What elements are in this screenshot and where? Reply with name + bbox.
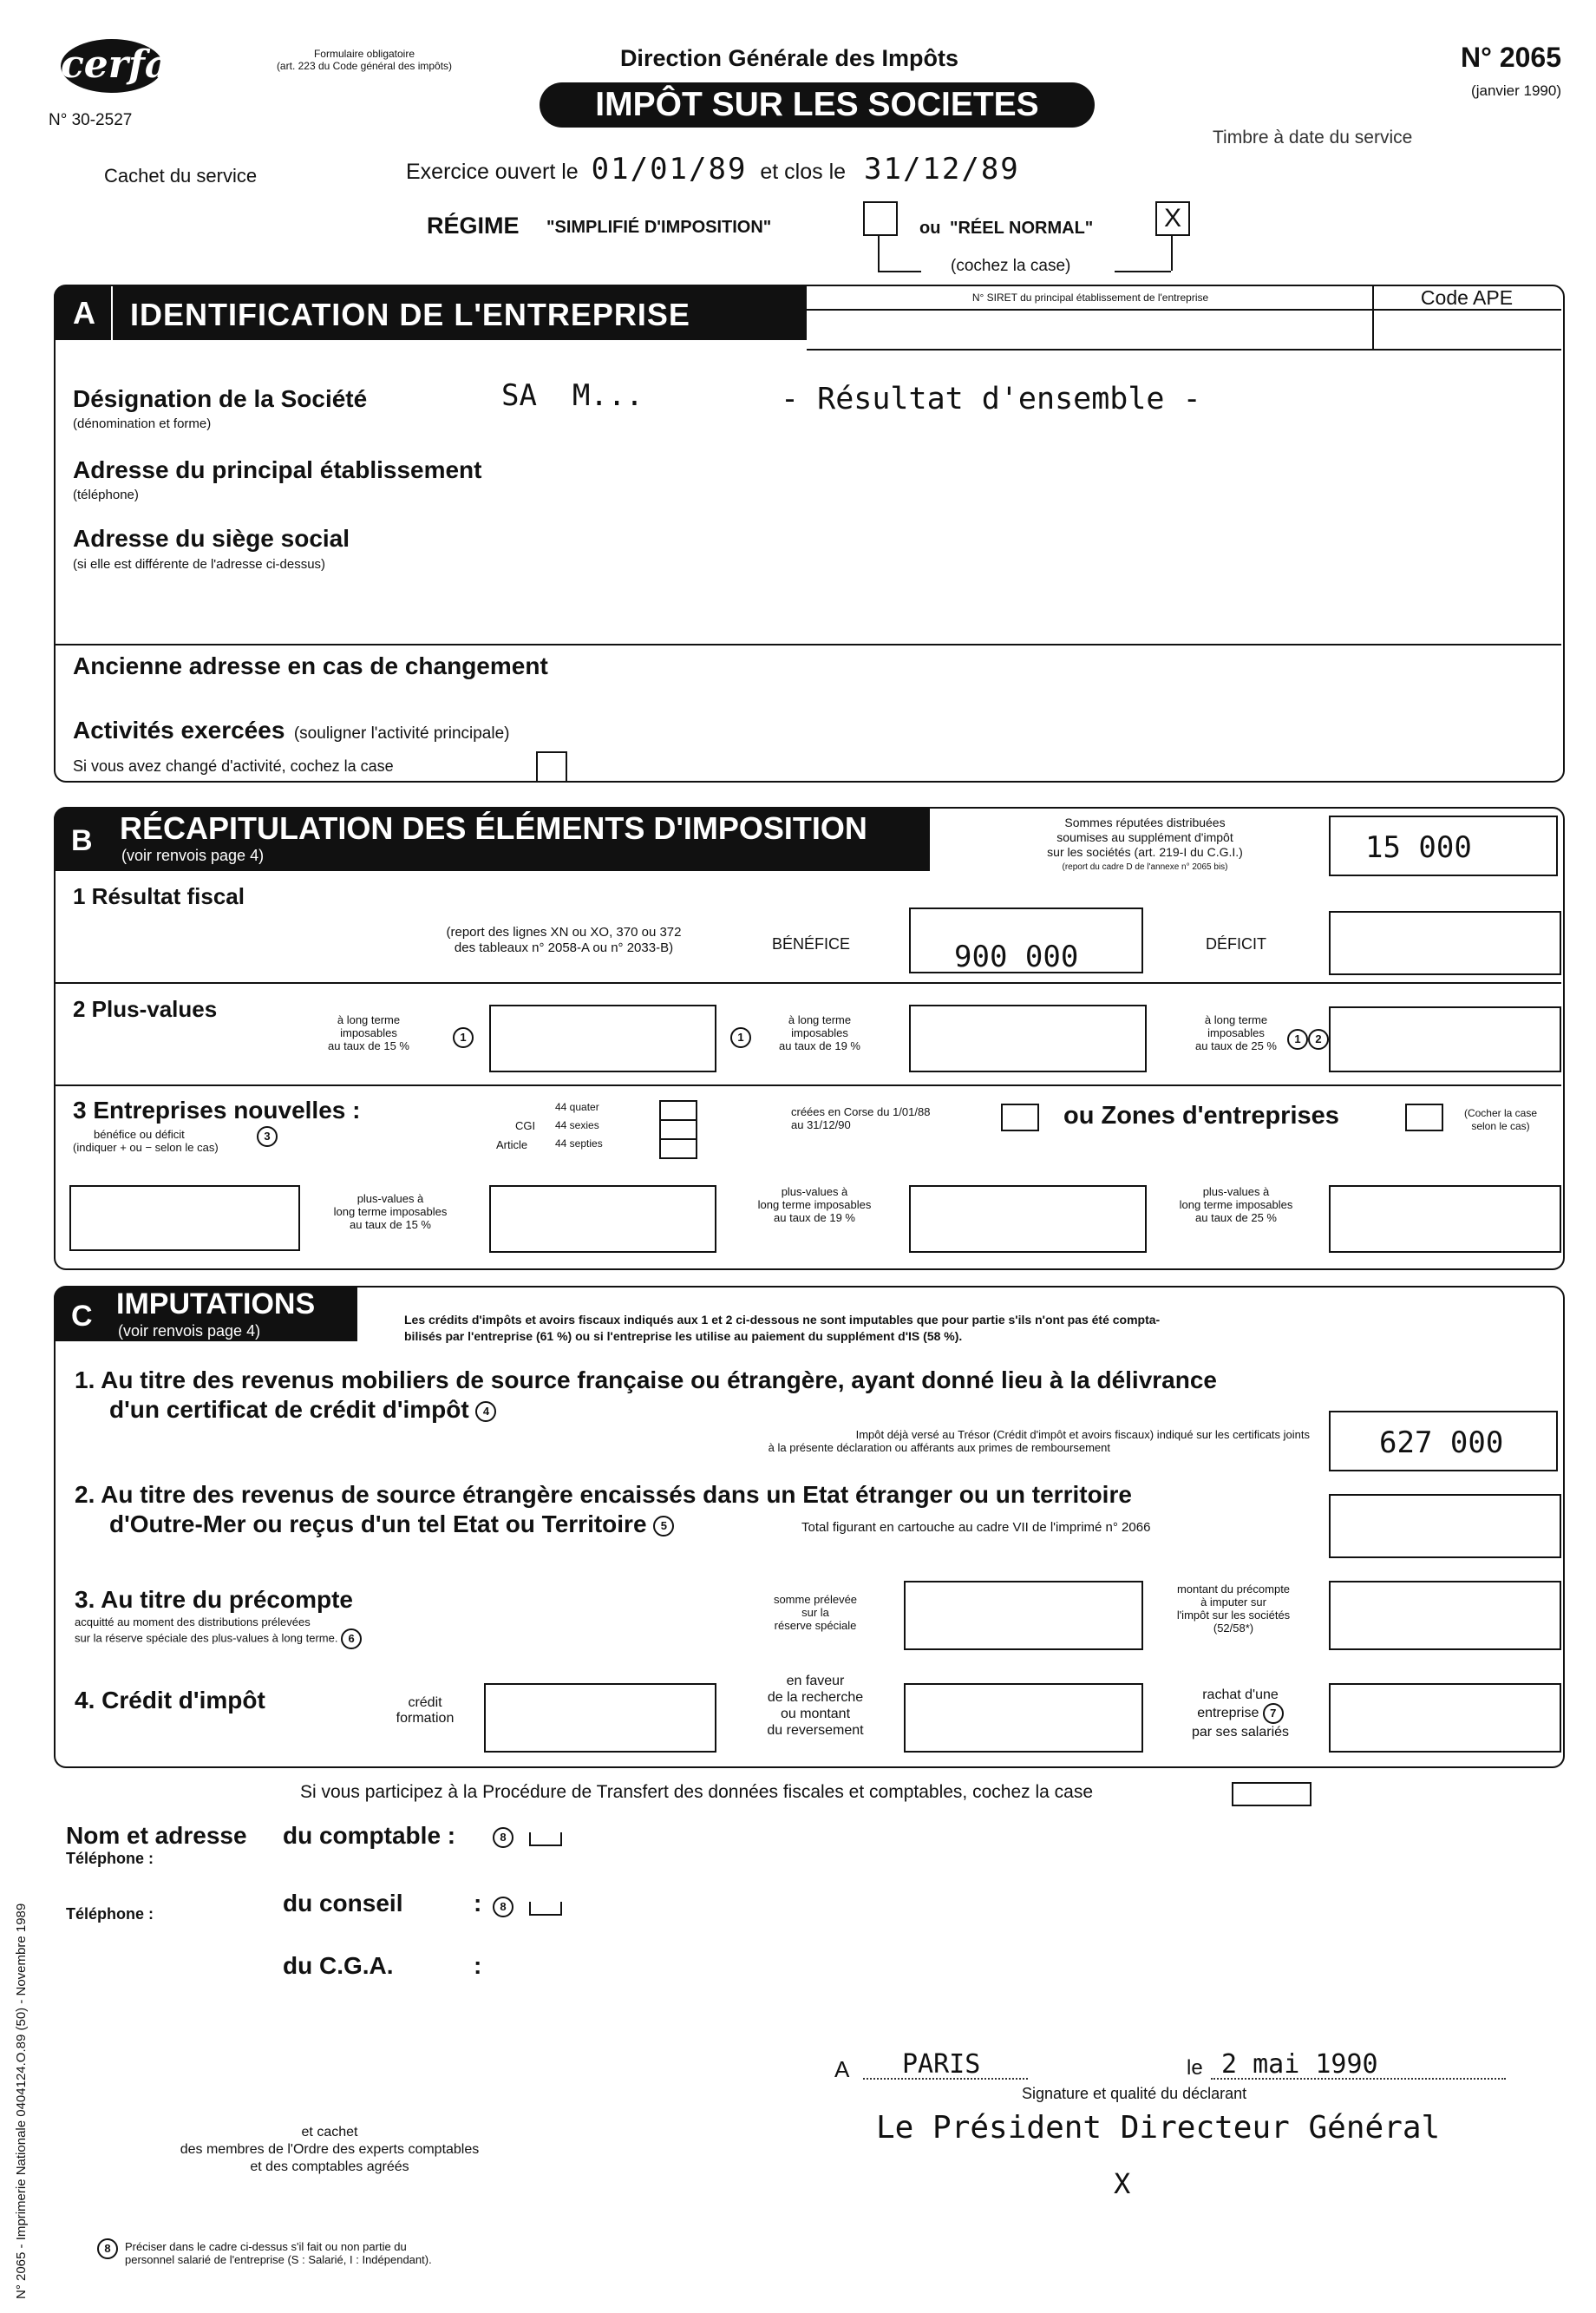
sommes-field[interactable]: 15 000 — [1329, 816, 1558, 876]
le-label: le — [1187, 2056, 1203, 2080]
deficit-field[interactable] — [1329, 911, 1561, 975]
credit-recherche-field[interactable] — [904, 1683, 1143, 1753]
exercice-open-date: 01/01/89 — [591, 152, 748, 187]
renvoi-2-icon: 2 — [1308, 1029, 1329, 1050]
item4-title: 4. Crédit d'impôt — [75, 1687, 265, 1713]
a-label: A — [834, 2056, 850, 2082]
exercice-line: Exercice ouvert le 01/01/89 et clos le 31/12/89 — [406, 152, 1020, 187]
cgi-label: CGI — [515, 1119, 536, 1132]
section-a-title: IDENTIFICATION DE L'ENTREPRISE — [130, 297, 690, 332]
signature-value[interactable]: Le Président Directeur Général — [876, 2110, 1441, 2146]
conseil-tick-icon — [529, 1902, 562, 1916]
designation-value[interactable]: SA M... — [501, 378, 644, 413]
mandatory-note: Formulaire obligatoire (art. 223 du Code général des impôts) — [276, 48, 453, 72]
section-a-header — [54, 286, 807, 340]
plus-values-label: 2 Plus-values — [73, 996, 218, 1022]
item3-sub: acquitté au moment des distributions prélevées sur la réserve spéciale des plus-values à long terme. 6 — [75, 1615, 362, 1649]
item4-rachat-label: rachat d'une entreprise 7 par ses salariés — [1191, 1687, 1290, 1740]
item3-right: montant du précompte à imputer sur l'impôt sur les sociétés (52/58*) — [1176, 1582, 1291, 1635]
signature-mark: X — [1114, 2167, 1131, 2200]
section-c-letter: C — [71, 1300, 93, 1333]
precompte-field[interactable] — [1329, 1581, 1561, 1650]
arrow-right — [1171, 236, 1173, 271]
siege-sub: (si elle est différente de l'adresse ci-dessus) — [73, 557, 326, 572]
item3-mid: somme prélevée sur la réserve spéciale — [773, 1593, 858, 1632]
arrow-line-right — [1115, 271, 1171, 272]
regime-label: RÉGIME — [427, 213, 520, 239]
renvoi-1-icon: 1 — [453, 1027, 474, 1048]
sommes-label: Sommes réputées distribuées soumises au supplément d'impôt sur les sociétés (art. 219-I du C.G.I.) (report du cadre D de l'annexe n° 2065 bis) — [1047, 816, 1243, 872]
pvl25-field[interactable] — [1329, 1185, 1561, 1253]
renvoi-3-icon: 3 — [257, 1126, 278, 1147]
lieu-field[interactable]: PARIS — [902, 2049, 981, 2080]
pv19-field[interactable] — [909, 1005, 1147, 1072]
nom-adresse-label: Nom et adresse — [66, 1822, 247, 1849]
section-b-header — [54, 809, 930, 871]
siege-label: Adresse du siège social — [73, 525, 350, 552]
renvoi-4-icon: 4 — [475, 1401, 496, 1422]
item2-sub: Total figurant en cartouche au cadre VII de l'imprimé n° 2066 — [801, 1520, 1151, 1535]
quater-checkbox[interactable] — [659, 1100, 697, 1121]
nouvelles-field[interactable] — [69, 1185, 300, 1251]
pv25-label: à long terme imposables au taux de 25 % — [1195, 1013, 1277, 1052]
transfert-checkbox[interactable] — [1232, 1782, 1311, 1806]
benefice-label: BÉNÉFICE — [772, 935, 851, 953]
regime-simplifie-label: "SIMPLIFIÉ D'IMPOSITION" — [546, 218, 772, 237]
renvoi-8c-icon: 8 — [97, 2238, 118, 2259]
sexies-checkbox[interactable] — [659, 1119, 697, 1140]
cga-colon: : — [474, 1952, 482, 1979]
credit-formation-field[interactable] — [484, 1683, 716, 1753]
septies-checkbox[interactable] — [659, 1138, 697, 1159]
side-text: N° 2065 - Imprimerie Nationale 0404124.O.89 (50) - Novembre 1989 — [14, 1903, 29, 2299]
zones-checkbox[interactable] — [1405, 1104, 1443, 1131]
item2-title: 2. Au titre des revenus de source étrangère encaissés dans un Etat étranger ou un territoire d'Outre-Mer ou reçus d'un tel Etat ou Territoire 5 — [75, 1481, 1132, 1537]
conseil-label: du conseil — [283, 1890, 403, 1917]
regime-reel-checkbox[interactable]: X — [1155, 201, 1190, 236]
section-b-title: RÉCAPITULATION DES ÉLÉMENTS D'IMPOSITION — [120, 810, 867, 846]
cachet-label: et cachet des membres de l'Ordre des experts comptables et des comptables agréés — [180, 2125, 480, 2174]
renvoi-8-icon: 8 — [493, 1827, 513, 1848]
cerfa-logo: cerfa — [61, 39, 163, 93]
item3-title: 3. Au titre du précompte — [75, 1586, 354, 1613]
changement-activite-checkbox[interactable] — [536, 751, 567, 783]
comptable-tick-icon — [529, 1832, 562, 1846]
pv15-label: à long terme imposables au taux de 15 % — [328, 1013, 409, 1052]
telephone-label-1: Téléphone : — [66, 1850, 154, 1867]
nouvelles-sub: bénéfice ou déficit (indiquer + ou − selon le cas) — [73, 1128, 219, 1154]
siret-field[interactable] — [807, 309, 1370, 347]
section-a-letter: A — [73, 295, 95, 331]
adresse-label: Adresse du principal établissement — [73, 456, 482, 483]
siret-label: N° SIRET du principal établissement de l'entreprise — [971, 292, 1209, 304]
stamp-date-label: Timbre à date du service — [1213, 128, 1413, 147]
renvoi-7-icon: 7 — [1263, 1703, 1284, 1724]
benefice-field[interactable]: 900 000 — [909, 908, 1143, 973]
regime-reel-label: "RÉEL NORMAL" — [950, 219, 1094, 238]
item1-title: 1. Au titre des revenus mobiliers de source française ou étrangère, ayant donné lieu à la délivrance d'un certificat de crédit d'impôt 4 — [75, 1366, 1217, 1423]
corse-label: créées en Corse du 1/01/88 au 31/12/90 — [791, 1105, 931, 1131]
renvoi-8b-icon: 8 — [493, 1897, 513, 1917]
pv19-label: à long terme imposables au taux de 19 % — [779, 1013, 860, 1052]
ape-field[interactable] — [1374, 309, 1560, 347]
pv25-field[interactable] — [1329, 1006, 1561, 1072]
item1-field[interactable]: 627 000 — [1329, 1411, 1558, 1471]
rachat-entreprise-field[interactable] — [1329, 1683, 1561, 1753]
renvoi-1b-icon: 1 — [730, 1027, 751, 1048]
reserve-speciale-field[interactable] — [904, 1581, 1143, 1650]
regime-ou: ou — [919, 219, 941, 238]
footer-note: Préciser dans le cadre ci-dessus s'il fait ou non partie du personnel salarié de l'entreprise (S : Salarié, I : Indépendant). — [125, 2240, 432, 2266]
adresse-sub: (téléphone) — [73, 488, 139, 502]
designation-value-ensemble[interactable]: - Résultat d'ensemble - — [781, 382, 1201, 416]
designation-sub: (dénomination et forme) — [73, 416, 212, 431]
cga-label: du C.G.A. — [283, 1952, 394, 1979]
cocher-note: (Cocher la case selon le cas) — [1463, 1107, 1538, 1132]
ancienne-adresse-label: Ancienne adresse en cas de changement — [73, 652, 548, 679]
section-c-header — [54, 1288, 357, 1341]
renvoi-1c-icon: 1 — [1287, 1029, 1308, 1050]
form-date: (janvier 1990) — [1471, 82, 1561, 99]
signature-label: Signature et qualité du déclarant — [1022, 2085, 1247, 2102]
item2-field[interactable] — [1329, 1494, 1561, 1558]
page-title: IMPÔT SUR LES SOCIETES — [540, 82, 1095, 128]
conseil-colon: : — [474, 1890, 482, 1917]
resultat-label: 1 Résultat fiscal — [73, 883, 245, 909]
item1-sub: Impôt déjà versé au Trésor (Crédit d'impôt et avoirs fiscaux) indiqué sur les certificats joints à la présente déclaration ou afférants aux primes de remboursement — [768, 1428, 1310, 1454]
nouvelles-label: 3 Entreprises nouvelles : — [73, 1097, 361, 1124]
stamp-service-label: Cachet du service — [104, 165, 258, 187]
corse-checkbox[interactable] — [1001, 1104, 1039, 1131]
deficit-label: DÉFICIT — [1206, 935, 1266, 953]
designation-label: Désignation de la Société — [73, 385, 368, 412]
section-c-renvois: (voir renvois page 4) — [118, 1322, 261, 1340]
pvl19-label: plus-values à long terme imposables au taux de 19 % — [757, 1185, 872, 1224]
arrow-left — [878, 236, 880, 271]
pv15-field[interactable] — [489, 1005, 716, 1072]
telephone-label-2: Téléphone : — [66, 1905, 154, 1923]
ape-label: Code APE — [1420, 286, 1514, 309]
comptable-label: du comptable : — [283, 1822, 456, 1849]
section-b-renvois: (voir renvois page 4) — [121, 847, 265, 864]
item4-recherche-label: en faveur de la recherche ou montant du reversement — [767, 1674, 864, 1738]
zones-label: ou Zones d'entreprises — [1063, 1102, 1339, 1130]
transfert-label: Si vous participez à la Procédure de Transfert des données fiscales et comptables, cochez la case — [300, 1782, 1093, 1802]
section-b-letter: B — [71, 824, 93, 857]
activites-line: Activités exercées (souligner l'activité principale) — [73, 717, 510, 744]
section-c-note: Les crédits d'impôts et avoirs fiscaux indiqués aux 1 et 2 ci-dessous ne sont imputables que pour partie s'ils n'ont pas été compta- bilisés par l'entreprise (61 %) ou si l'entreprise les utilise au paiement du supplément d'IS (58 %). — [404, 1313, 1161, 1343]
direction: Direction Générale des Impôts — [619, 45, 959, 71]
section-c-title: IMPUTATIONS — [116, 1288, 316, 1320]
pvl25-label: plus-values à long terme imposables au taux de 25 % — [1179, 1185, 1293, 1224]
form-code: N° 30-2527 — [49, 111, 133, 129]
exercice-close-date: 31/12/89 — [864, 152, 1020, 187]
date-field[interactable]: 2 mai 1990 — [1221, 2049, 1378, 2080]
report-note: (report des lignes XN ou XO, 370 ou 372 des tableaux n° 2058-A ou n° 2033-B) — [446, 925, 682, 955]
item4-formation-label: crédit formation — [396, 1695, 455, 1726]
form-number: N° 2065 — [1461, 42, 1561, 73]
article-label: Article — [496, 1138, 528, 1151]
changement-label: Si vous avez changé d'activité, cochez la case — [73, 757, 394, 775]
renvoi-5-icon: 5 — [653, 1516, 674, 1537]
regime-simplifie-checkbox[interactable] — [863, 201, 898, 236]
cochez-label: (cochez la case) — [951, 257, 1071, 275]
pvl15-label: plus-values à long terme imposables au taux de 15 % — [333, 1192, 448, 1231]
pvl19-field[interactable] — [909, 1185, 1147, 1253]
renvoi-6-icon: 6 — [341, 1628, 362, 1649]
pvl15-field[interactable] — [489, 1185, 716, 1253]
arrow-line-left — [878, 271, 921, 272]
